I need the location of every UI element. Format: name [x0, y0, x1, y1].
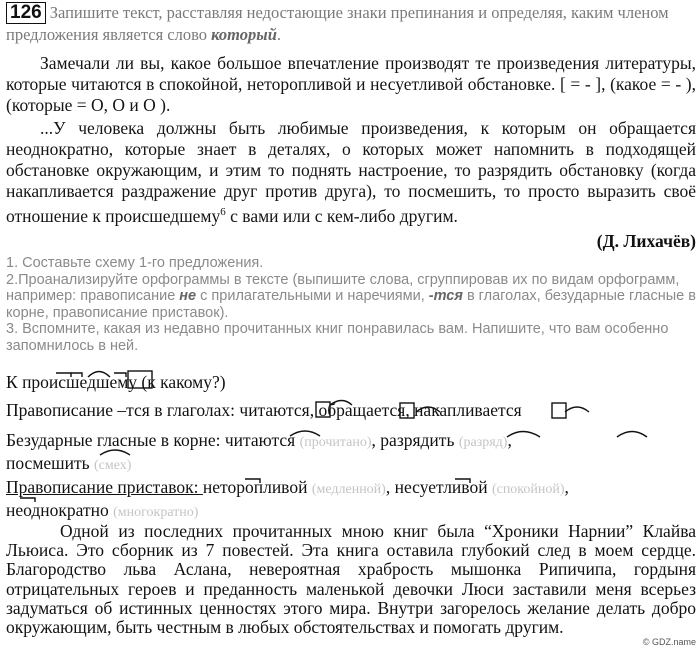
answer-4-label: Правописание приставок: [6, 477, 203, 497]
task-instruction: Запишите текст, расставляя недостающие знаки препинания и определяя, каким членом предложения является слово [6, 3, 669, 44]
paragraph-2 [6, 118, 696, 227]
question-2-ne: не [179, 288, 197, 304]
question-2 [6, 272, 696, 322]
watermark: © GDZ.name [642, 637, 696, 647]
task-keyword: который [211, 25, 277, 44]
question-2-tsya: -тся [428, 288, 463, 304]
answer-4-word-2: несуетливой [394, 477, 488, 497]
answer-4-hint-1: (медленной) [311, 482, 386, 497]
answer-4-word-1: неторопливой [202, 477, 308, 497]
answer-4-hint-3: (многократно) [113, 505, 199, 520]
answer-4: Правописание приставок: неторопливой (медленной), несуетливой (спокойной), неоднократно (многократно) [6, 477, 569, 520]
question-2-part-a: 2.Проанализируйте орфограммы в тексте (выпишите слова, сгруппировав их по видам орфограмм, например: правописание [6, 271, 680, 304]
answer-3-word-1: читаются [224, 430, 296, 450]
paragraph-1-text: Замечали ли вы, какое большое впечатление производят те произведения литературы, которые читаются в спокойной, неторопливой и несуетливой обстановке. [ = - ], (какое = - ), (которые = О, О и О ). [6, 53, 696, 115]
essay-text: Одной из последних прочитанных мною книг была “Хроники Нарнии” Клайва Льюиса. Это сборник из 7 повестей. Эта книга оставила глубокий след в моем сердце. Благородство льва Аслана, невероятная храбрость мышонка Рипичипа, гордыня отрицательных героев и преданность маленькой девочки Люси заставили меня всерьез задуматься об истинных ценностях этого мира. Внутри загорелось желание делать добро окружающим, быть честным в любых обстоятельствах и помогать другим. [6, 521, 696, 638]
author: (Д. Лихачёв) [596, 231, 696, 251]
answer-1-prefix: К [6, 372, 23, 392]
task-number: 126 [6, 2, 46, 24]
answer-2-words: читаются, обращается, накапливается [239, 400, 522, 420]
task-questions [6, 255, 696, 354]
paragraph-2-text [6, 118, 696, 227]
paragraph-2-lead: ...У человека должны быть любимые произведения, к которым он обращается неоднократно, которые знает в деталях, о которых может напомнить в подходящей обстановке окружающим, и этим то поднять настроение, то разрядить обстановку (когда накапливается раздражение друг против друга), то посмешить, то просто выразить своё отношение к происшедшему [6, 118, 696, 226]
answer-1-word: происшедшему [22, 372, 138, 392]
answer-3-label: Безударные гласные в корне: [6, 430, 225, 450]
task-header [6, 2, 696, 46]
answer-4-hint-2: (спокойной) [491, 482, 565, 497]
essay [6, 522, 696, 637]
paragraph-2-tail: с вами или с кем-либо другим. [225, 205, 458, 226]
answer-3-hint-3: (смех) [94, 458, 132, 473]
answer-2-label: Правописание –тся в глаголах: [6, 400, 240, 420]
footnote-mark: 6 [220, 206, 226, 218]
question-2-part-b: с прилагательными и наречиями, [200, 288, 425, 304]
answer-3: Безударные гласные в корне: читаются (прочитано), разрядить (разряд), посмешить (смех) [6, 430, 512, 473]
answer-2 [6, 400, 696, 420]
answer-4-word-3: неоднократно [6, 500, 109, 520]
paragraph-1 [6, 53, 696, 116]
task-end: . [276, 25, 282, 44]
answer-1 [6, 372, 696, 392]
question-1: 1. Составьте схему 1-го предложения. [6, 255, 264, 271]
answer-3-hint-1: (прочитано) [299, 435, 372, 450]
question-2-part-c: в глаголах, безударные гласные в корне, правописание приставок). [6, 288, 696, 321]
answer-3-hint-2: (разряд) [458, 435, 508, 450]
answer-1-suffix: (к какому?) [137, 372, 226, 392]
answer-3-word-2: разрядить [380, 430, 455, 450]
question-3: 3. Вспомните, какая из недавно прочитанных книг понравилась вам. Напишите, что вам особенно запомнилось в ней. [6, 321, 669, 354]
answer-3-word-3: посмешить [6, 453, 90, 473]
